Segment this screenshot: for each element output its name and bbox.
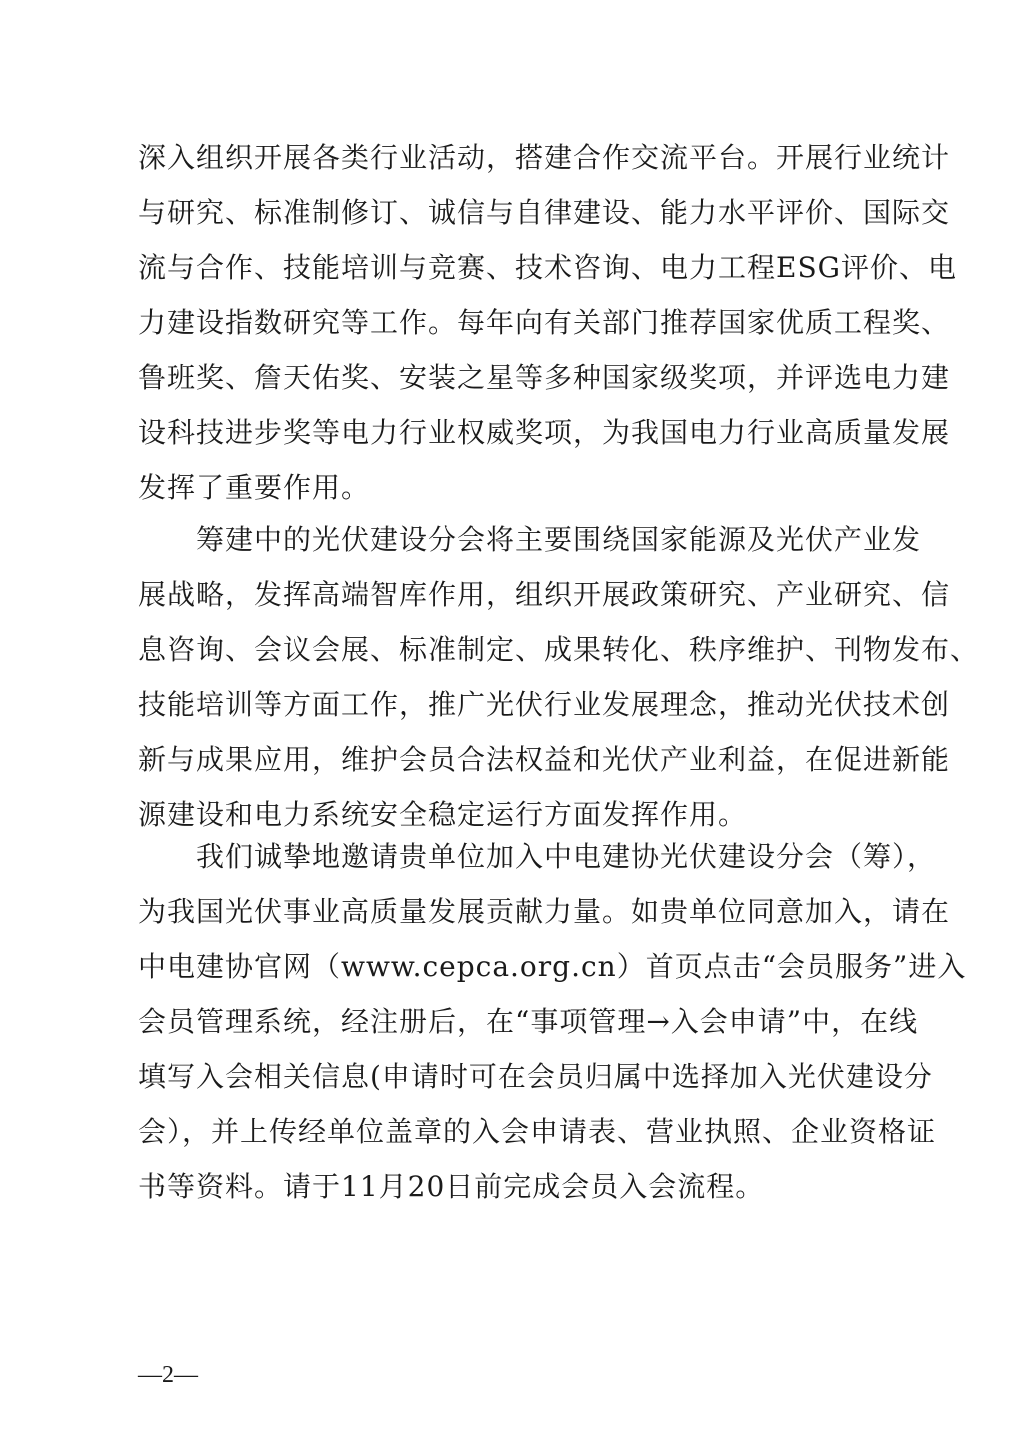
text-line: 息咨询、会议会展、标准制定、成果转化、秩序维护、刊物发布、 bbox=[138, 633, 980, 666]
text-line: 展战略，发挥高端智库作用，组织开展政策研究、产业研究、信 bbox=[138, 578, 951, 611]
text-line: 力建设指数研究等工作。每年向有关部门推荐国家优质工程奖、 bbox=[138, 306, 951, 339]
text-line: 发挥了重要作用。 bbox=[138, 471, 371, 504]
text-line: 与研究、标准制修订、诚信与自律建设、能力水平评价、国际交 bbox=[138, 196, 951, 229]
text-line: 填写入会相关信息(申请时可在会员归属中选择加入光伏建设分 bbox=[138, 1060, 933, 1093]
text-line: 新与成果应用，维护会员合法权益和光伏产业利益，在促进新能 bbox=[138, 743, 951, 776]
text-line: 设科技进步奖等电力行业权威奖项，为我国电力行业高质量发展 bbox=[138, 416, 951, 449]
paragraph-pv-branch-plan bbox=[138, 512, 980, 842]
text-line: 技能培训等方面工作，推广光伏行业发展理念，推动光伏技术创 bbox=[138, 688, 951, 721]
text-line: 筹建中的光伏建设分会将主要围绕国家能源及光伏产业发 bbox=[138, 523, 922, 556]
text-line: 会员管理系统，经注册后，在“事项管理→入会申请”中，在线 bbox=[138, 1005, 919, 1038]
paragraph-association-activities bbox=[138, 130, 957, 515]
text-line: 源建设和电力系统安全稳定运行方面发挥作用。 bbox=[138, 798, 748, 831]
text-line: 会），并上传经单位盖章的入会申请表、营业执照、企业资格证 bbox=[138, 1115, 937, 1148]
page-number: —2— bbox=[138, 1362, 198, 1388]
text-line: 我们诚挚地邀请贵单位加入中电建协光伏建设分会（筹）， bbox=[138, 840, 937, 873]
text-line: 为我国光伏事业高质量发展贡献力量。如贵单位同意加入，请在 bbox=[138, 895, 951, 928]
text-line: 中电建协官网（www.cepca.org.cn）首页点击“会员服务”进入 bbox=[138, 950, 967, 983]
paragraph-membership-invitation bbox=[138, 829, 967, 1214]
text-line: 流与合作、技能培训与竞赛、技术咨询、电力工程ESG评价、电 bbox=[138, 251, 957, 284]
text-line: 深入组织开展各类行业活动，搭建合作交流平台。开展行业统计 bbox=[138, 141, 951, 174]
text-line: 书等资料。请于11月20日前完成会员入会流程。 bbox=[138, 1170, 765, 1203]
text-line: 鲁班奖、詹天佑奖、安装之星等多种国家级奖项，并评选电力建 bbox=[138, 361, 951, 394]
